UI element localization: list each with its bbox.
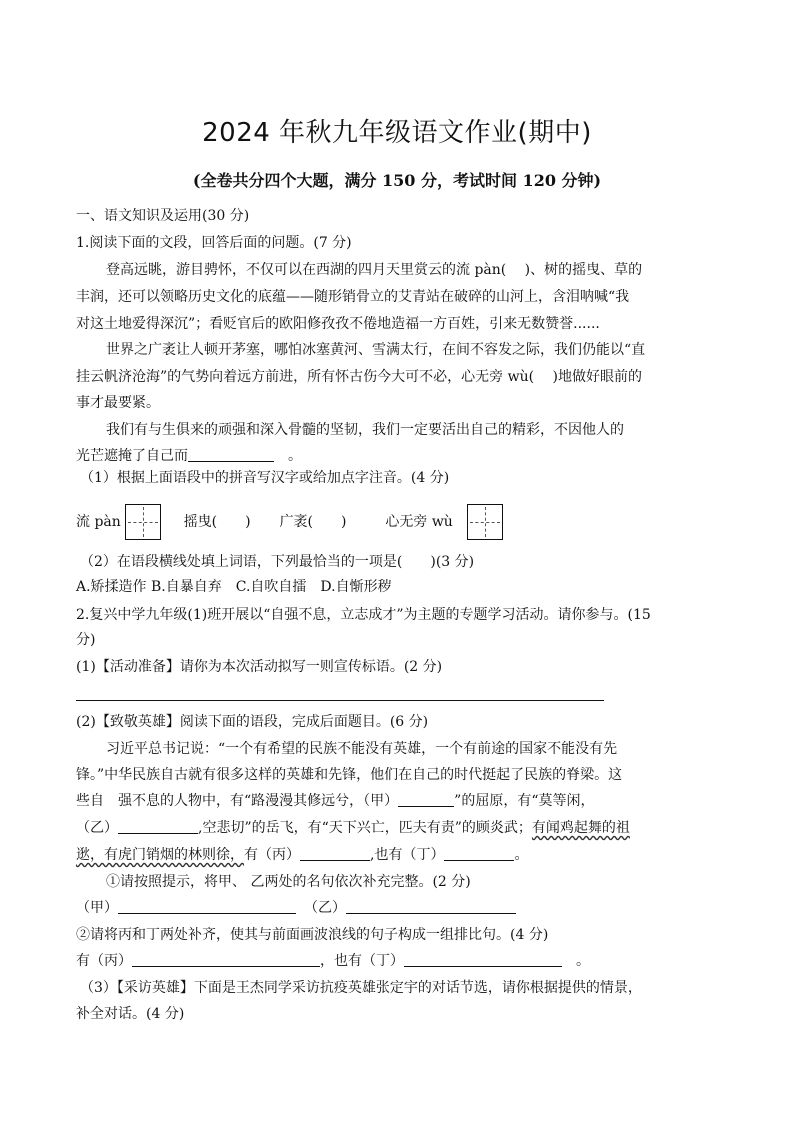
q2-sub2-stem: (2)【致敬英雄】阅读下面的语段，完成后面题目。(6 分) [76,714,429,730]
q2-passage-line5 [76,845,724,865]
pinyin-answer-row [76,504,724,540]
label-jia: （甲） [76,900,118,916]
q2-sub1-stem: (1)【活动准备】请你为本次活动拟写一则宣传标语。(2 分) [76,659,443,675]
task1-answer-row [76,898,724,918]
q1-paragraph3-line2 [76,446,724,466]
wavy-underlined-text: 有闻鸡起舞的祖 [531,820,630,836]
tianzige-box-2[interactable] [467,504,503,540]
passage-text: 。 [514,847,529,863]
answer-line-jia[interactable] [118,899,296,914]
passage-text: （乙） [76,820,118,836]
task2-stem: ②请将丙和丁两处补齐，使其与前面画波浪线的句子构成一组排比句。(4 分) [76,927,549,943]
item-xinwupangwu: 心无旁 wù [385,514,453,530]
section-heading: 一、语文知识及运用(30 分) [76,208,250,224]
task2-answer-row [76,951,724,971]
wavy-underlined-text: 逖，有虎门销烟的林则徐， [76,847,244,863]
question-2-stem-line2: 分) [76,632,96,648]
blank-ding[interactable] [444,846,514,861]
blank-bing[interactable] [300,846,370,861]
q1-paragraph3-line1: 我们有与生俱来的顽强和深入骨髓的坚韧，我们一定要活出自己的精彩，不因他人的 [106,422,624,438]
q2-sub3-line1: （3）【采访英雄】下面是王杰同学采访抗疫英雄张定宇的对话节选，请你根据提供的情景， [80,980,642,996]
sub-question-2-options: A.矫揉造作 B.自暴自弃 C.自吹自擂 D.自惭形秽 [76,579,392,595]
sub-question-2-stem: （2）在语段横线处填上词语，下列最恰当的一项是( )(3 分) [80,554,475,570]
task1-stem: ①请按照提示，将甲、 乙两处的名句依次补充完整。(2 分) [106,874,471,890]
label-bing: 有（丙） [76,953,132,969]
q2-passage-line1: 习近平总书记说：“一个有希望的民族不能没有英雄，一个有前途的国家不能没有先 [106,741,618,757]
blank-jia[interactable] [398,792,454,807]
item-guangmao: 广袤( ) [279,514,347,530]
passage-text: ”的屈原，有“莫等闲， [454,793,595,809]
q2-passage-line3 [76,791,724,811]
q1-paragraph1-line3: 对这土地爱得深沉”；看贬官后的欧阳修孜孜不倦地造福一方百姓，引来无数赞誉...... [76,316,600,332]
paragraph3-text: 光芒遮掩了自己而 [76,448,188,464]
q2-passage-line4 [76,818,724,838]
q2-passage-line2: 锋。”中华民族自古就有很多这样的英雄和先锋，他们在自己的时代挺起了民族的脊梁。这 [76,767,623,783]
page-title: 2024 年秋九年级语文作业(期中) [202,118,592,148]
q1-paragraph1-line2: 丰润，还可以领略历史文化的底蕴——随形销骨立的艾青站在破碎的山河上，含泪呐喊“我 [76,289,630,305]
q1-paragraph2-line1: 世界之广袤让人顿开茅塞，哪怕冰塞黄河、雪满太行，在间不容发之际，我们仍能以“直 [106,342,646,358]
q1-paragraph1-line1: 登高远眺，游目骋怀，不仅可以在西湖的四月天里赏云的流 pàn( )、树的摇曳、草的 [106,262,643,278]
question-2-stem-line1: 2.复兴中学九年级(1)班开展以“自强不息，立志成才”为主题的专题学习活动。请你参与。(15 [76,607,651,623]
q1-paragraph2-line3: 事才最要紧。 [76,395,160,411]
label-ding: ，也有（丁） [320,953,404,969]
blank-yi[interactable] [118,819,198,834]
answer-line-ding[interactable] [404,952,562,967]
passage-text: ,也有（丁） [370,847,445,863]
q1-paragraph2-line2: 挂云帆济沧海”的气势向着远方前进，所有怀古伤今大可不必，心无旁 wù( )地做好眼前的 [76,369,642,385]
sub-question-1-stem: （1）根据上面语段中的拼音写汉字或给加点字注音。(4 分) [80,470,450,486]
answer-line-yi[interactable] [346,899,516,914]
q2-sub3-line2: 补全对话。(4 分) [76,1006,185,1022]
label-yi: （乙） [304,900,346,916]
page-subtitle: (全卷共分四个大题，满分 150 分，考试时间 120 分钟) [192,171,602,190]
passage-text: 些自 强不息的人物中，有“路漫漫其修远兮，（甲） [76,793,399,809]
tianzige-box-1[interactable] [125,504,161,540]
period-mark: 。 [288,448,302,464]
passage-text: 有（丙） [244,847,300,863]
fill-blank[interactable] [188,447,274,462]
answer-line-bing[interactable] [132,952,320,967]
item-liu-pan: 流 pàn [76,514,121,530]
question-1-stem: 1.阅读下面的文段，回答后面的问题。(7 分) [76,235,352,251]
passage-text: ,空悲切”的岳飞，有“天下兴亡，匹夫有责”的顾炎武； [198,820,532,836]
item-yaoye: 摇曳( ) [183,514,251,530]
period-mark: 。 [576,953,590,969]
slogan-answer-line[interactable] [76,700,604,701]
